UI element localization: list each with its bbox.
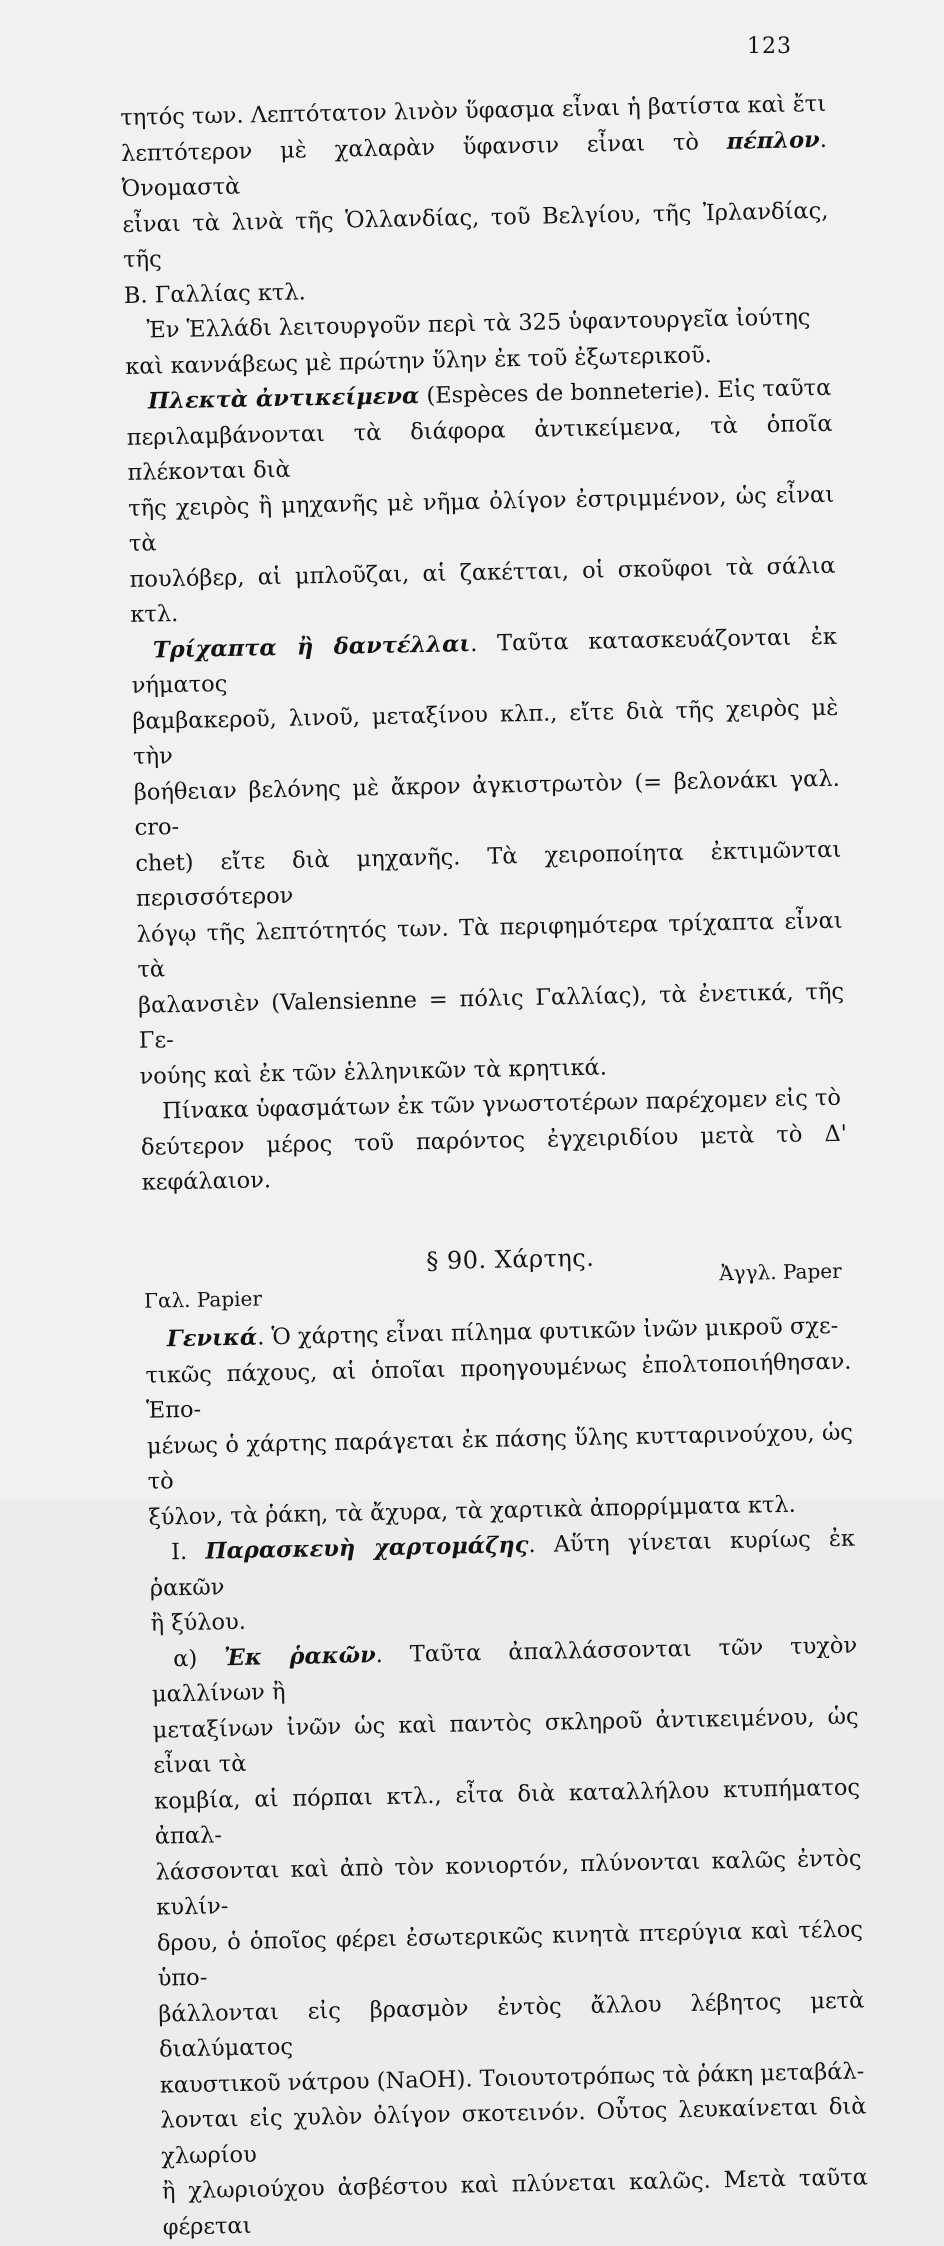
rags-heading: Ἐκ ῥακῶν <box>224 1641 376 1671</box>
lace-heading: Τρίχαπτα ἢ δαντέλλαι <box>152 630 471 663</box>
peplon-term: πέπλον <box>726 126 821 155</box>
knitted-items-line-3: τῆς χειρὸς ἢ μηχανῆς μὲ νῆμα ὀλίγον ἐστριμμένον, ὡς εἶναι τὰ <box>127 481 835 557</box>
rags-line-7: καυστικοῦ νάτρου (NaOH). Τοιουτοτρόπως τὰ ῥάκη μεταβάλ- <box>159 2057 865 2099</box>
lace-line-1-end: . Ταῦτα κατασκευάζονται ἐκ νήματος <box>131 623 838 699</box>
lace-line-4: chet) εἴτε διὰ μηχανῆς. Τὰ χειροποίητα ἐκτιμῶνται περισσότερον <box>135 836 842 912</box>
knitted-items-paragraph <box>126 371 837 634</box>
rags-line-8: λονται εἰς χυλὸν ὀλίγον σκοτεινόν. Οὗτος λευκαίνεται διὰ χλωρίου <box>160 2093 867 2170</box>
paper-general-line-1-end: . Ὁ χάρτης εἶναι πίλημα φυτικῶν ἰνῶν μικροῦ σχε- <box>256 1312 839 1351</box>
top-paragraph-line-3: εἶναι τὰ λινὰ τῆς Ὁλλανδίας, τοῦ Βελγίου, τῆς Ἰρλανδίας, τῆς <box>122 197 829 273</box>
page-number: 123 <box>747 34 792 59</box>
knitted-items-line-4: πουλόβερ, αἱ μπλοῦζαι, αἱ ζακέτται, οἱ σκοῦφοι τὰ σάλια κτλ. <box>129 552 836 628</box>
top-paragraph-line-2-start: λεπτότερον μὲ χαλαρὰν ὕφανσιν εἶναι τὸ <box>120 128 728 167</box>
top-paragraph-line-4: Β. Γαλλίας κτλ. <box>123 278 306 309</box>
knitted-items-line-2: περιλαμβάνονται τὰ διάφορα ἀντικείμενα, τὰ ὁποῖα πλέκονται διὰ <box>126 410 833 486</box>
fabric-table-reference-line-2: δεύτερον μέρος τοῦ παρόντος ἐγχειριδίου μετὰ τὸ Δ' κεφάλαιον. <box>140 1120 848 1196</box>
paper-pulp-preparation-paragraph <box>149 1522 857 1643</box>
page-content <box>120 87 869 2246</box>
paper-general-paragraph <box>145 1309 855 1536</box>
greece-paragraph-line-2: καὶ καννάβεως μὲ πρώτην ὕλην ἐκ τοῦ ἐξωτερικοῦ. <box>125 341 713 380</box>
lace-paragraph <box>131 619 846 1095</box>
paper-pulp-heading: Παρασκευὴ χαρτομάζης <box>205 1532 529 1565</box>
rags-line-3: κομβία, αἱ πόρπαι κτλ., εἶτα διὰ καταλλήλου κτυπήματος ἀπαλ- <box>153 1773 861 1850</box>
paper-section-title: § 90. Χάρτης. <box>426 1243 595 1275</box>
greece-paragraph-line-1: Ἐν Ἑλλάδι λειτουργοῦν περὶ τὰ 325 ὑφαντουργεῖα ἰούτης <box>146 304 811 344</box>
rags-line-2: μεταξίνων ἰνῶν ὡς καὶ παντὸς σκληροῦ ἀντικειμένου, ὡς εἶναι τὰ <box>152 1703 859 1779</box>
rags-line-5: δρου, ὁ ὁποῖος φέρει ἐσωτερικῶς κινητὰ πτερύγια καὶ τέλος ὑπο- <box>156 1915 864 1992</box>
rags-line-4: λάσσονται καὶ ἀπὸ τὸν κονιορτόν, πλύνονται καλῶς ἐντὸς κυλίν- <box>155 1844 862 1921</box>
rags-line-6: βάλλονται εἰς βρασμὸν ἐντὸς ἄλλου λέβητος μετὰ διαλύματος <box>158 1986 865 2063</box>
paper-general-line-2: τικῶς πάχους, αἱ ὁποῖαι προηγουμένως ἐπολτοποιήθησαν. Ἑπο- <box>145 1348 852 1424</box>
top-paragraph-line-2-end: . Ὀνομαστὰ <box>121 126 828 202</box>
knitted-items-line-1-end: Εἰς ταῦτα <box>717 374 832 404</box>
lace-line-2: βαμβακεροῦ, λινοῦ, μεταξίνου κλπ., εἴτε διὰ τῆς χειρὸς μὲ τὴν <box>132 694 839 770</box>
rags-prefix: α) <box>173 1644 225 1672</box>
paper-french-name: Γαλ. Papier <box>143 1286 263 1313</box>
knitted-items-heading: Πλεκτὰ ἀντικείμενα <box>147 383 420 415</box>
rags-paragraph <box>151 1628 869 2246</box>
lace-line-7: νούης καὶ ἐκ τῶν ἑλληνικῶν τὰ κρητικά. <box>139 1053 608 1090</box>
knitted-items-french-term: (Espèces de bonneterie). <box>419 377 718 410</box>
paper-general-heading: Γενικά <box>166 1324 258 1353</box>
lace-line-3: βοήθειαν βελόνης μὲ ἄκρον ἀγκιστρωτὸν (= βελονάκι γαλ. cro- <box>133 765 840 841</box>
paper-general-line-4: ξύλον, τὰ ῥάκη, τὰ ἄχυρα, τὰ χαρτικὰ ἀπορρίμματα κτλ. <box>148 1491 796 1531</box>
top-paragraph <box>120 87 830 314</box>
lace-line-6: βαλανσιὲν (Valensienne = πόλις Γαλλίας), τὰ ἐνετικά, τῆς Γε- <box>137 978 845 1054</box>
rags-line-9: ἢ χλωριούχου ἀσβέστου καὶ πλύνεται καλῶς. Μετὰ ταῦτα φέρεται <box>161 2164 869 2241</box>
paper-pulp-prefix: Ι. <box>170 1538 206 1566</box>
paper-english-name: Ἀγγλ. Paper <box>718 1258 842 1286</box>
rags-line-1-end: . Ταῦτα ἀπαλλάσσονται τῶν τυχὸν μαλλίνων ἢ <box>151 1632 858 1708</box>
paper-pulp-line-1-end: . Αὕτη γίνεται κυρίως ἐκ ῥακῶν <box>149 1525 856 1602</box>
top-paragraph-line-1: τητός των. Λεπτότατον λινὸν ὕφασμα εἶναι ἡ βατίστα καὶ ἔτι <box>120 90 827 131</box>
paper-general-line-3: μένως ὁ χάρτης παράγεται ἐκ πάσης ὕλης κυτταρινούχου, ὡς τὸ <box>146 1419 854 1495</box>
fabric-table-reference-line-1: Πίνακα ὑφασμάτων ἐκ τῶν γνωστοτέρων παρέχομεν εἰς τὸ <box>162 1084 842 1125</box>
paper-pulp-line-2: ἢ ξύλου. <box>150 1608 247 1637</box>
fabric-table-reference <box>140 1081 848 1202</box>
lace-line-5: λόγῳ τῆς λεπτότητός των. Τὰ περιφημότερα τρίχαπτα εἶναι τὰ <box>136 907 843 983</box>
